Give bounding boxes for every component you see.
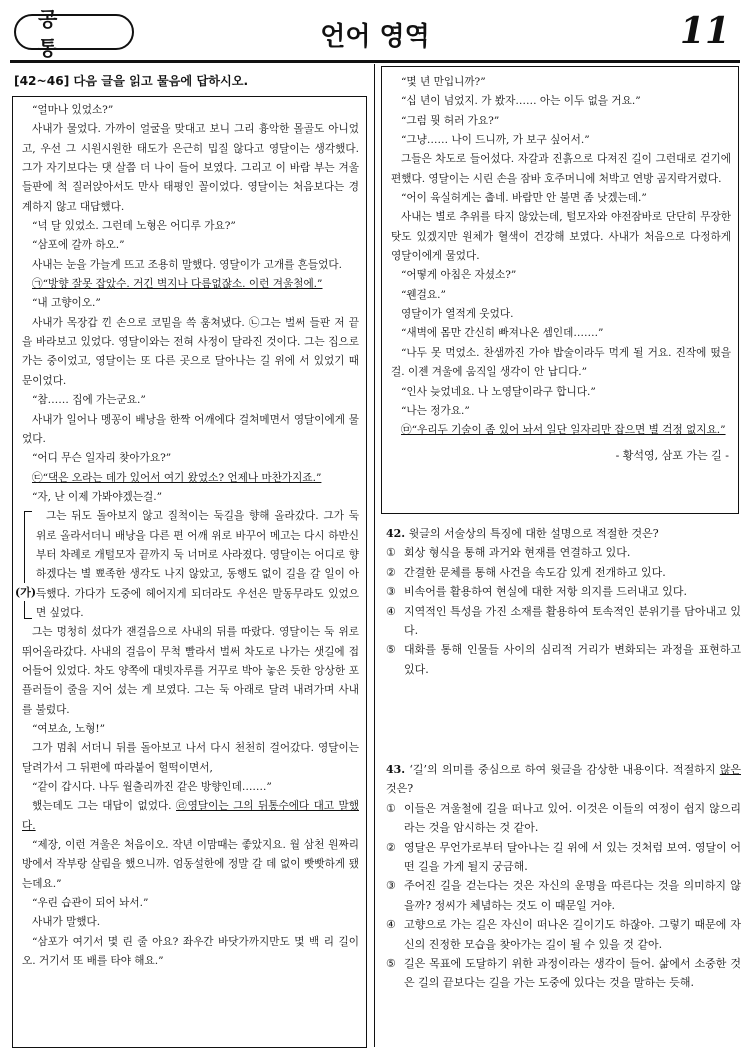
question-43-option-1[interactable] bbox=[386, 799, 741, 838]
option-text: 영달은 무언가로부터 달아나는 길 위에 서 있는 것처럼 보여. 영달이 어떤 길을 가게 될지 궁금해. bbox=[404, 840, 741, 874]
passage-paragraph: “같이 갑시다. 나두 월출리까진 같은 방향인데…….” bbox=[32, 781, 272, 794]
passage-paragraph: “넉 달 있었소. 그런데 노형은 어디루 가요?” bbox=[32, 220, 236, 233]
question-42-option-1[interactable] bbox=[386, 543, 741, 562]
passage-paragraph: 사내가 물었다. 가까이 얼굴을 맞대고 보니 그리 흉악한 몰골도 아니었고, 우선 그 시원시원한 태도가 은근히 밉질 않다고 영달이는 생각했다. 그가 자기보다는 댓 살쯤 더 나이 들어 보였다. 그리고 이 바람 부는 겨울 들판에 척 질러앉아서도 만사 태평인 꼴이었다. 영달이는 처음보다는 경계하지 않고 대답했다. bbox=[22, 123, 359, 213]
option-text: 대화를 통해 인물들 사이의 심리적 거리가 변화되는 과정을 표현하고 있다. bbox=[404, 643, 741, 676]
passage-paragraph: “참…… 집에 가는군요.” bbox=[32, 394, 146, 407]
passage-paragraph: “새벽에 몸만 간신히 빠져나온 셈인데…….” bbox=[401, 327, 604, 340]
option-marker: ② bbox=[386, 565, 396, 579]
option-text: 간결한 문체를 통해 사건을 속도감 있게 전개하고 있다. bbox=[404, 565, 666, 579]
passage-paragraph: 그들은 차도로 들어섰다. 자갈과 진흙으로 다져진 길이 그런대로 걷기에 편했다. 영달이는 시린 손을 잠바 호주머니에 처박고 연방 곰지락거렸다. bbox=[391, 153, 731, 185]
option-marker: ② bbox=[386, 840, 396, 854]
question-43-text-emph: 않은 bbox=[719, 763, 741, 776]
question-43-stem bbox=[386, 760, 741, 799]
passage-paragraph: 사내는 별로 추위를 타지 않았는데, 털모자와 야전잠바로 단단히 무장한 탓도 있겠지만 원체가 혈색이 건강해 보였다. 사내가 처음으로 다정하게 영달이에게 물었다. bbox=[391, 211, 731, 263]
passage-section-ga bbox=[15, 507, 359, 623]
question-42-option-5[interactable] bbox=[386, 640, 741, 679]
question-42-text: 윗글의 서술상의 특징에 대한 설명으로 적절한 것은? bbox=[408, 527, 659, 540]
passage-paragraph: “몇 년 만입니까?” bbox=[401, 76, 486, 88]
passage-paragraph: 사내가 말했다. bbox=[32, 916, 101, 929]
page-header bbox=[0, 0, 750, 70]
passage-paragraph: 했는데도 그는 대답이 없었다. ㉣영달이는 그의 뒤통수에다 대고 말했다. bbox=[22, 800, 359, 832]
passage-paragraph: “십 년이 넘었지. 가 봤자…… 아는 이두 없을 거요.” bbox=[401, 95, 641, 108]
option-marker: ④ bbox=[386, 604, 396, 618]
passage-paragraph: “그냥…… 나이 드니까, 가 보구 싶어서.” bbox=[401, 134, 590, 147]
passage-paragraph: 그는 뒤도 돌아보지 않고 질척이는 둑길을 향해 올라갔다. 그가 둑 위로 올라서더니 배낭을 다른 편 어깨 위로 바꾸어 메고는 다시 하반신부터 차례로 개털모자 끝까지 둑 너머로 사라졌다. 영달이는 어디로 향하겠다는 별 뾰족한 생각도 나지 않았고, 동행도 없이 길을 갈 일이 아득했다. 가다가 도중에 헤어지게 되더라도 우선은 말동무라도 있었으면 싶었다. bbox=[36, 510, 359, 619]
header-rule bbox=[10, 60, 740, 63]
question-instruction: [42~46] 다음 글을 읽고 물음에 답하시오. bbox=[14, 74, 249, 88]
section-label-ga: (가) bbox=[15, 583, 36, 601]
option-marker: ⑤ bbox=[386, 957, 396, 971]
question-42-option-3[interactable] bbox=[386, 582, 741, 601]
question-43-number: 43. bbox=[386, 763, 406, 776]
passage-paragraph: “어이 육실허게는 춥네. 바람만 안 불면 좀 낫겠는데.” bbox=[401, 192, 647, 205]
question-42 bbox=[386, 524, 741, 679]
passage-paragraph: ㉢“댁은 오라는 데가 있어서 여기 왔었소? 언제나 마찬가지죠.” bbox=[32, 471, 322, 484]
passage-paragraph: 그가 멈춰 서더니 뒤를 돌아보고 나서 다시 천천히 걸어갔다. 영달이는 달려가서 그 뒤편에 따라붙어 헐떡이면서, bbox=[22, 742, 359, 774]
option-text: 길은 목표에 도달하기 위한 과정이라는 생각이 들어. 삶에서 소중한 것은 길의 끝보다는 길을 가는 도중에 있다는 것을 말하는 듯해. bbox=[404, 957, 741, 990]
option-text: 고향으로 가는 길은 자신이 떠나온 길이기도 하잖아. 그렇기 때문에 자신의 진정한 모습을 찾아가는 길이 될 수 있을 것 같아. bbox=[404, 918, 741, 951]
passage-paragraph: “그럼 뭣 허러 가요?” bbox=[401, 114, 500, 127]
passage-paragraph: “인사 늦었네요. 나 노영달이라구 합니다.” bbox=[401, 385, 596, 398]
passage-paragraph: “삼포에 갈까 하오.” bbox=[32, 239, 125, 252]
passage-paragraph: 사내가 일어나 멩꽁이 배낭을 한짝 어깨에다 걸쳐메면서 영달이에게 물었다. bbox=[22, 413, 359, 445]
option-marker: ③ bbox=[386, 879, 396, 893]
passage-paragraph: 그는 멍청히 섰다가 잰걸음으로 사내의 뒤를 따랐다. 영달이는 둑 위로 뛰어올라갔다. 사내의 걸음이 무척 빨라서 벌써 차도로 나가는 샛길에 접어들어 있었다. 차도 양쪽에 대빗자루를 거꾸로 박아 놓은 듯한 앙상한 포플러들이 줄을 지어 섰는 게 보였다. 그는 둑 아래로 달려 내려가며 사내를 불렀다. bbox=[22, 626, 359, 716]
column-divider bbox=[374, 64, 375, 1047]
option-text: 지역적인 특성을 가진 소재를 활용하여 토속적인 분위기를 담아내고 있다. bbox=[404, 604, 741, 638]
passage-paragraph: 영달이가 열적게 웃었다. bbox=[401, 308, 514, 321]
passage-box-right bbox=[381, 66, 739, 514]
option-text: 이들은 겨울철에 길을 떠나고 있어. 이것은 이들의 여정이 쉽지 않으리라는 것을 암시하는 것 같아. bbox=[404, 801, 741, 835]
page-number: 11 bbox=[679, 10, 730, 52]
passage-paragraph: “제장, 이런 겨울은 처음이오. 작년 이맘때는 좋았지요. 월 삼천 원짜리 방에서 작부랑 살림을 했으니까. 엄동설한에 정말 갈 데 없이 빳빳하게 됐는데요.” bbox=[22, 839, 359, 890]
passage-paragraph: ㉠“방향 잘못 잡았수. 거긴 벽지나 다름없잖소. 이런 겨울철에.” bbox=[32, 278, 323, 291]
passage-paragraph: “내 고향이오.” bbox=[32, 297, 101, 310]
passage-paragraph: “자, 난 이제 가봐야겠는걸.” bbox=[32, 490, 163, 503]
passage-box-left bbox=[12, 96, 367, 1048]
question-42-stem bbox=[386, 524, 741, 543]
question-43-option-2[interactable] bbox=[386, 838, 741, 877]
passage-paragraph: “삼포가 여기서 몇 린 줄 아요? 좌우간 바닷가까지만도 몇 백 리 길이오. 거기서 또 배를 타야 해요.” bbox=[22, 935, 359, 968]
passage-paragraph: “여보쇼, 노형!” bbox=[32, 723, 105, 735]
passage-paragraph: 사내는 눈을 가늘게 뜨고 조용히 말했다. 영달이가 고개를 흔들었다. bbox=[32, 258, 342, 271]
section-badge: 공 통 bbox=[14, 14, 134, 50]
option-marker: ③ bbox=[386, 585, 396, 599]
question-43-option-3[interactable] bbox=[386, 876, 741, 915]
question-43-option-5[interactable] bbox=[386, 954, 741, 993]
passage-paragraph: “나는 정가요.” bbox=[401, 404, 470, 417]
question-42-number: 42. bbox=[386, 527, 406, 540]
option-text: 주어진 길을 걷는다는 것은 자신의 운명을 따른다는 것을 의미하지 않을까? 정씨가 체념하는 것도 이 때문일 거야. bbox=[404, 879, 741, 912]
passage-paragraph: “어떻게 아침은 자셨소?” bbox=[401, 269, 517, 282]
option-marker: ⑤ bbox=[386, 643, 396, 657]
option-text: 비속어를 활용하여 현실에 대한 저항 의지를 드러내고 있다. bbox=[404, 585, 687, 599]
passage-paragraph: 사내가 목장갑 낀 손으로 코밑을 쓱 훔쳐냈다. ㉡그는 벌써 들판 저 끝을 바라보고 있었다. 영달이와는 전혀 사정이 달라진 것이다. 그는 집으로 가는 중이었고, 영달이는 또 다른 곳으로 달아나는 길 위에 서 있었기 때문이었다. bbox=[22, 316, 359, 387]
passage-paragraph: “우린 습관이 되어 놔서.” bbox=[32, 897, 149, 910]
page-title: 언어 영역 bbox=[320, 22, 430, 52]
question-43-text-b: 것은? bbox=[386, 782, 414, 796]
question-42-option-4[interactable] bbox=[386, 602, 741, 641]
option-marker: ① bbox=[386, 546, 396, 560]
question-43 bbox=[386, 760, 741, 993]
passage-paragraph: “얼마나 있었소?” bbox=[32, 104, 114, 116]
option-marker: ④ bbox=[386, 918, 396, 932]
passage-paragraph: ㉤“우리두 기술이 좀 있어 놔서 일단 일자리만 잡으면 별 걱정 없지요.” bbox=[401, 424, 726, 437]
passage-paragraph: “나두 못 먹었소. 찬샘까진 가야 밥술이라두 먹게 될 거요. 진작에 떴을걸. 이젠 겨울에 움직일 생각이 안 납디다.” bbox=[391, 346, 731, 379]
passage-source: - 황석영, 삼포 가는 길 - bbox=[615, 448, 729, 462]
passage-paragraph: “웬걸요.” bbox=[401, 288, 446, 301]
passage-paragraph: “어디 무슨 일자리 찾아가요?” bbox=[32, 452, 172, 465]
option-text: 회상 형식을 통해 과거와 현재를 연결하고 있다. bbox=[404, 546, 631, 560]
section-bracket bbox=[24, 511, 32, 619]
question-43-text-a: ‘길’의 의미를 중심으로 하여 윗글을 감상한 내용이다. 적절하지 bbox=[409, 763, 720, 776]
question-42-option-2[interactable] bbox=[386, 563, 741, 582]
option-marker: ① bbox=[386, 801, 396, 815]
question-43-option-4[interactable] bbox=[386, 915, 741, 954]
